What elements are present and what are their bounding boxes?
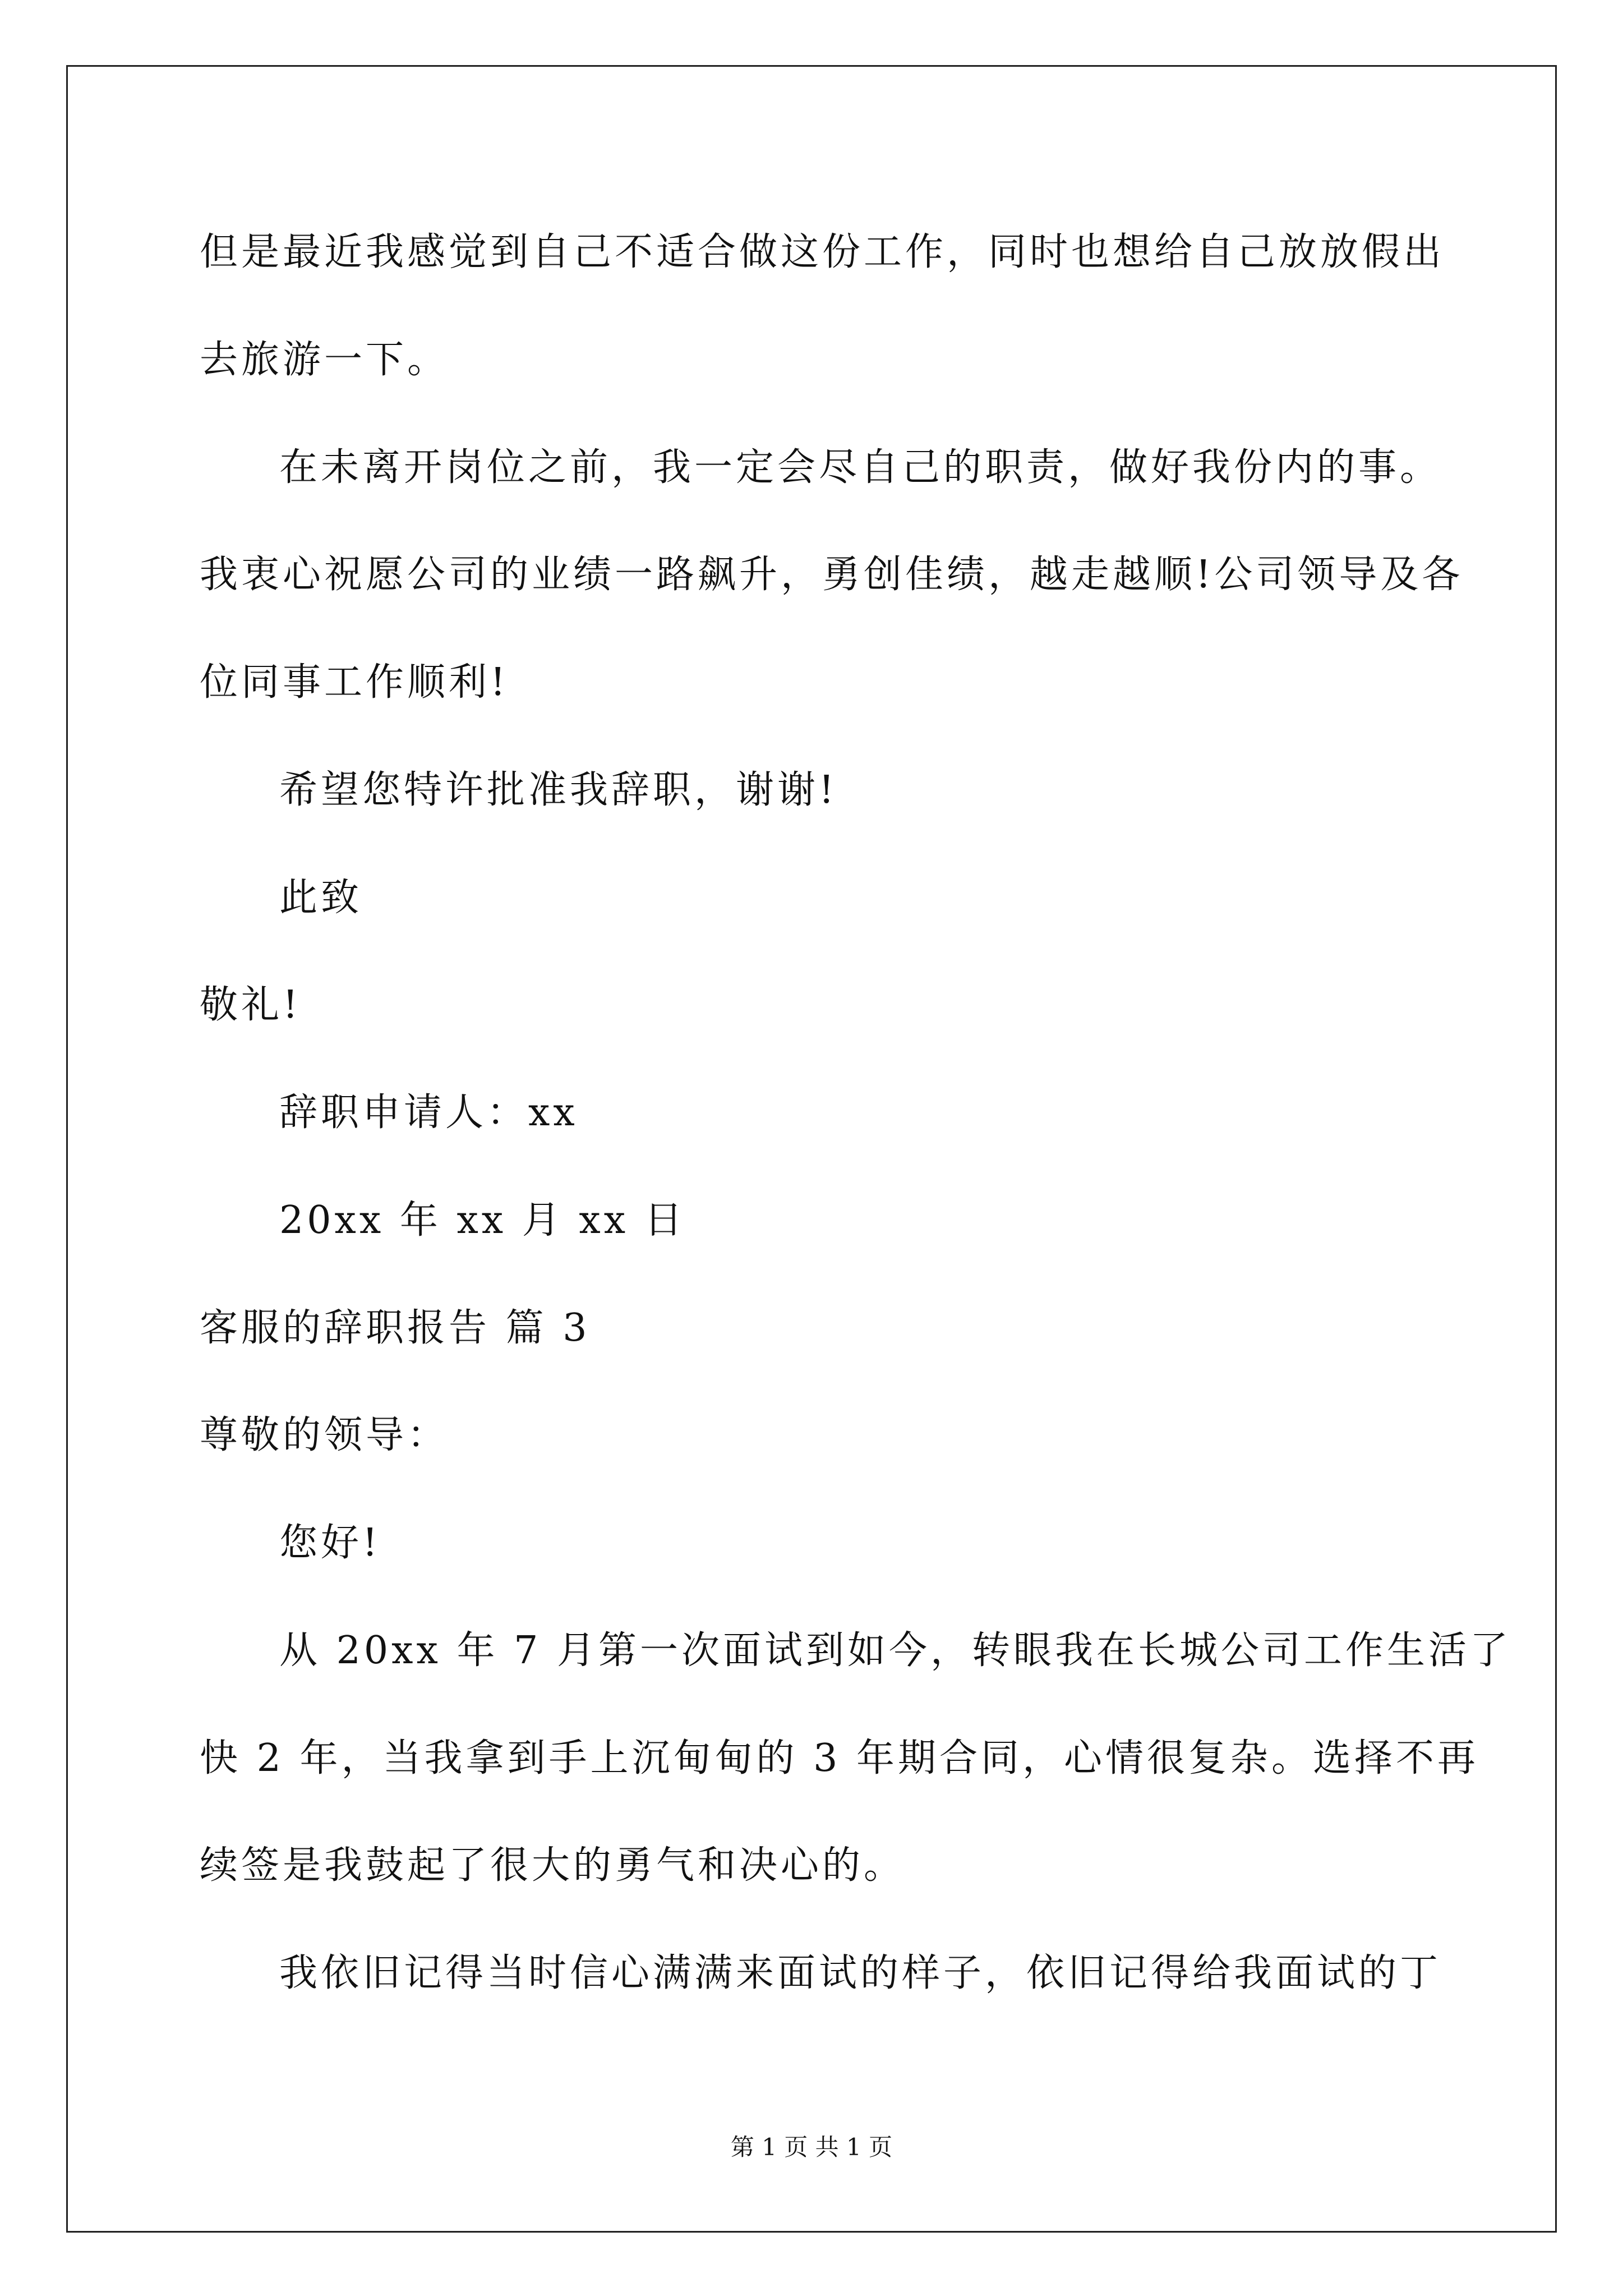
- greeting-line: 尊敬的领导：: [200, 1413, 449, 1457]
- salutation-line: 此致: [279, 876, 363, 920]
- paragraph-line: 希望您特许批准我辞职，谢谢!: [279, 768, 838, 812]
- page-number-footer: 第 1 页 共 1 页: [730, 2133, 893, 2161]
- paragraph-line: 在未离开岗位之前，我一定会尽自己的职责，做好我份内的事。: [279, 445, 1442, 490]
- date-line: 20xx 年 xx 月 xx 日: [279, 1198, 686, 1243]
- greeting-line: 您好!: [279, 1521, 381, 1565]
- salutation-line: 敬礼!: [200, 983, 302, 1027]
- signature-line: 辞职申请人：xx: [279, 1091, 578, 1135]
- paragraph-line: 位同事工作顺利!: [200, 660, 509, 705]
- paragraph-line: 去旅游一下。: [200, 338, 449, 382]
- paragraph-line: 但是最近我感觉到自己不适合做这份工作，同时也想给自己放放假出: [200, 230, 1445, 274]
- paragraph-line: 从 20xx 年 7 月第一次面试到如今，转眼我在长城公司工作生活了: [279, 1628, 1511, 1673]
- paragraph-line: 续签是我鼓起了很大的勇气和决心的。: [200, 1843, 906, 1888]
- section-heading: 客服的辞职报告 篇 3: [200, 1306, 591, 1350]
- page-border: [66, 65, 1557, 2233]
- paragraph-line: 快 2 年，当我拿到手上沉甸甸的 3 年期合同，心情很复杂。选择不再: [200, 1736, 1479, 1780]
- paragraph-line: 我依旧记得当时信心满满来面试的样子，依旧记得给我面试的丁: [279, 1951, 1442, 1995]
- paragraph-line: 我衷心祝愿公司的业绩一路飙升，勇创佳绩，越走越顺!公司领导及各: [200, 553, 1464, 597]
